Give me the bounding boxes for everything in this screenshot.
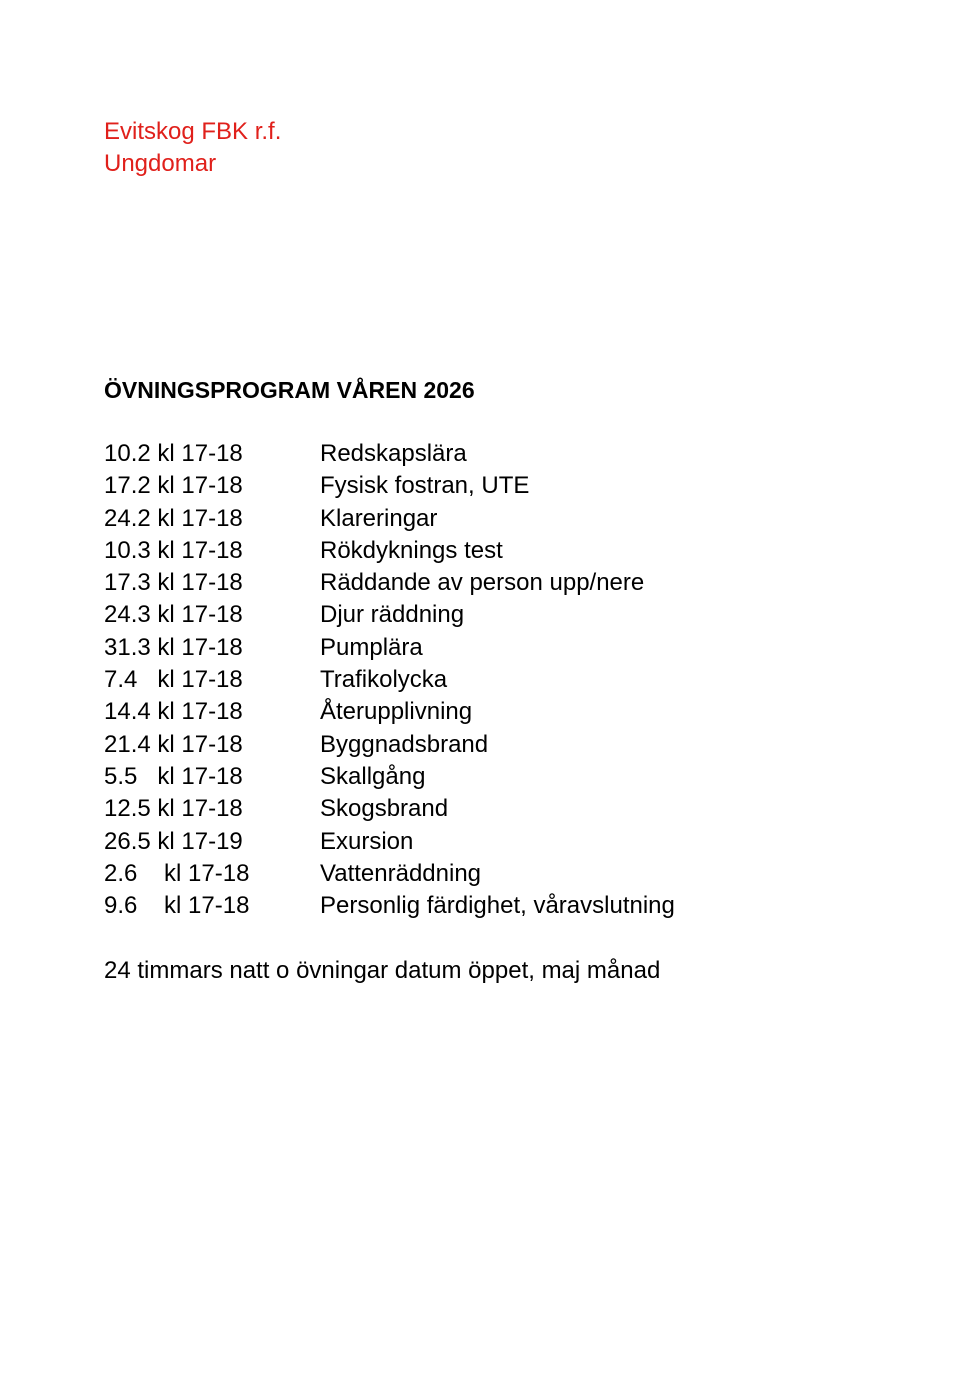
schedule-row [104,664,804,696]
schedule-date: 24.3 kl 17-18 [104,601,243,629]
schedule-date: 21.4 kl 17-18 [104,730,243,758]
schedule-topic: Djur räddning [320,601,465,629]
schedule-row [104,826,804,858]
organization-name: Evitskog FBK r.f. [104,118,282,145]
schedule-topic: Återupplivning [320,698,473,726]
schedule-topic: Fysisk fostran, UTE [320,472,530,500]
schedule-topic: Rökdyknings test [320,536,503,564]
schedule-date: 5.5 kl 17-18 [104,762,243,790]
schedule-date: 31.3 kl 17-18 [104,633,243,661]
schedule-topic: Redskapslära [320,440,467,467]
schedule-row [104,761,804,793]
schedule-date: 10.3 kl 17-18 [104,536,243,564]
schedule-topic: Skallgång [320,762,426,790]
schedule-date: 24.2 kl 17-18 [104,504,243,532]
schedule-row [104,438,804,470]
schedule-topic: Pumplära [320,633,423,661]
footnote: 24 timmars natt o övningar datum öppet, maj månad [104,957,661,984]
schedule-topic: Trafikolycka [320,666,448,694]
schedule-topic: Räddande av person upp/nere [320,569,645,597]
schedule-list [104,438,804,922]
schedule-date: 12.5 kl 17-18 [104,795,243,823]
schedule-topic: Exursion [320,827,414,855]
schedule-date: 2.6 kl 17-18 [104,859,250,887]
schedule-date: 26.5 kl 17-19 [104,827,243,855]
schedule-date: 7.4 kl 17-18 [104,666,243,694]
schedule-date: 17.2 kl 17-18 [104,472,243,500]
schedule-row [104,535,804,567]
schedule-topic: Personlig färdighet, våravslutning [320,892,675,920]
group-name: Ungdomar [104,150,217,177]
schedule-topic: Klareringar [320,504,438,532]
schedule-row [104,729,804,761]
schedule-row [104,890,804,922]
schedule-row [104,599,804,631]
schedule-row [104,632,804,664]
schedule-row [104,503,804,535]
schedule-row [104,858,804,890]
organization-header [104,116,281,180]
schedule-date: 9.6 kl 17-18 [104,892,250,920]
schedule-row [104,793,804,825]
schedule-row [104,470,804,502]
schedule-topic: Vattenräddning [320,859,482,887]
schedule-row [104,696,804,728]
schedule-topic: Skogsbrand [320,795,449,823]
schedule-date: 10.2 kl 17-18 [104,440,243,467]
schedule-row [104,567,804,599]
document-title: ÖVNINGSPROGRAM VÅREN 2026 [104,377,475,403]
schedule-topic: Byggnadsbrand [320,730,489,758]
schedule-date: 17.3 kl 17-18 [104,569,243,597]
schedule-date: 14.4 kl 17-18 [104,698,243,726]
